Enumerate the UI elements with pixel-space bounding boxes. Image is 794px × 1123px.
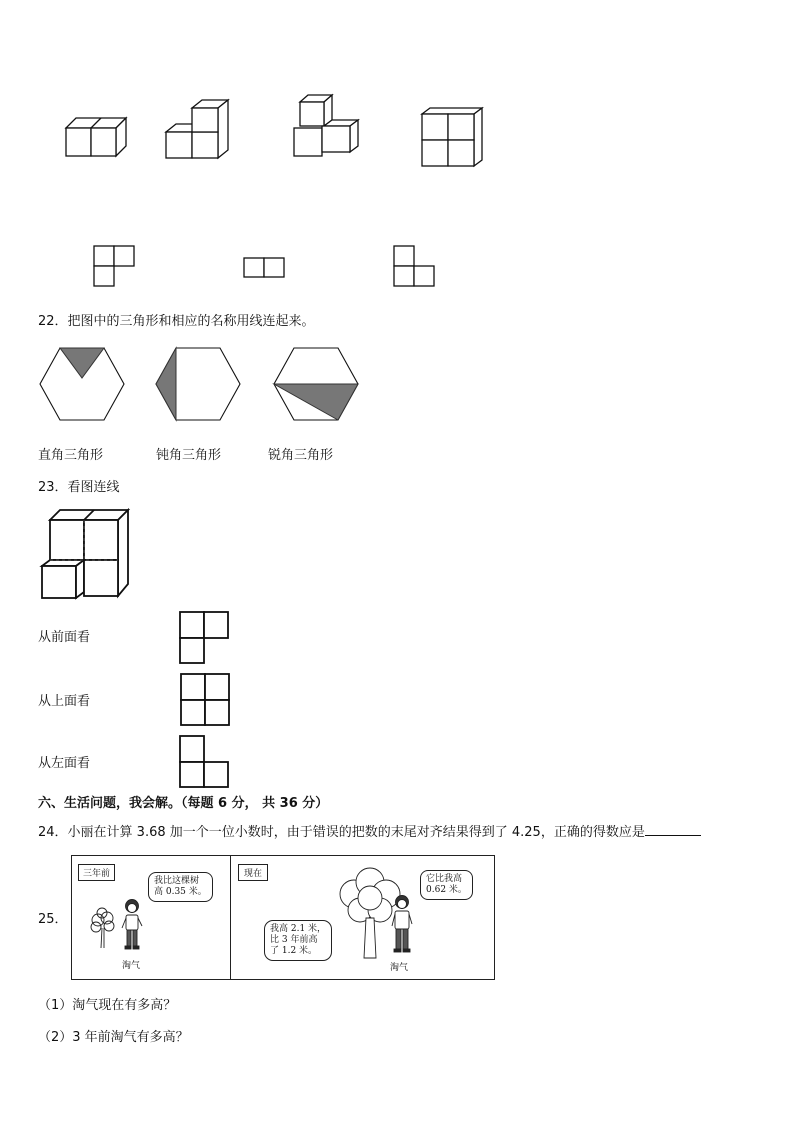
bubble-past-line1: 我比这棵树 [154,876,200,886]
view-option-1 [178,610,232,666]
cube-figure-4 [420,106,490,170]
triangle-name-obtuse: 钝角三角形 [156,448,222,463]
view-shape-1 [92,244,140,290]
cube-figure-2 [162,98,232,162]
view-option-3 [178,734,232,790]
boy-now-icon [390,894,414,958]
q25-sub2: （2）3 年前淘气有多高？ [38,1030,189,1045]
bubble-tree [264,920,332,961]
bubble-past-line2: 高 0.35 米。 [154,887,207,897]
bubble-tree-line1: 我高 2.1 米， [270,924,327,934]
q25-sub1: （1）淘气现在有多高？ [38,998,177,1013]
triangle-name-acute: 锐角三角形 [268,448,334,463]
q22-prompt: 22．把图中的三角形和相应的名称用线连起来。 [38,314,315,329]
view-option-2 [178,672,232,728]
view-label-top: 从上面看 [38,694,91,709]
view-shape-3 [392,244,440,290]
q23-prompt: 23．看图连线 [38,480,120,495]
bubble-now-line2: 0.62 米。 [426,885,467,895]
child-name-past: 淘气 [122,961,141,971]
cube-figure-3 [290,92,370,164]
small-tree-icon [88,908,118,950]
triangle-name-right: 直角三角形 [38,448,104,463]
view-label-left: 从左面看 [38,756,91,771]
q24-answer-blank[interactable] [645,822,701,836]
view-label-front: 从前面看 [38,630,91,645]
q25-number: 25． [38,912,68,927]
cube-solid-figure [38,506,134,602]
q24-text: 24．小丽在计算 3.68 加一个一位小数时，由于错误的把数的末尾对齐结果得到了 4.25，正确的得数应是 [38,825,645,840]
bubble-now-line1: 它比我高 [426,874,463,884]
panel-tag-past: 三年前 [78,864,115,881]
bubble-tree-line3: 了 1.2 米。 [270,946,318,956]
panel-tag-now: 现在 [238,864,268,881]
bubble-past-boy [148,872,213,902]
hexagon-figure-1 [38,346,128,422]
child-name-now: 淘气 [390,963,409,973]
view-shape-2 [242,256,290,280]
q25-illustration [71,855,495,980]
hexagon-figure-3 [272,346,362,422]
boy-past-icon [120,898,144,954]
cube-figure-1 [60,108,130,160]
bubble-tree-line2: 比 3 年前高 [270,935,318,945]
bubble-now-boy [420,870,473,900]
q24-text-line [38,822,701,841]
panel-divider [230,856,231,979]
section-6-heading: 六、生活问题，我会解。（每题 6 分， 共 36 分） [38,796,329,811]
hexagon-figure-2 [154,346,244,422]
